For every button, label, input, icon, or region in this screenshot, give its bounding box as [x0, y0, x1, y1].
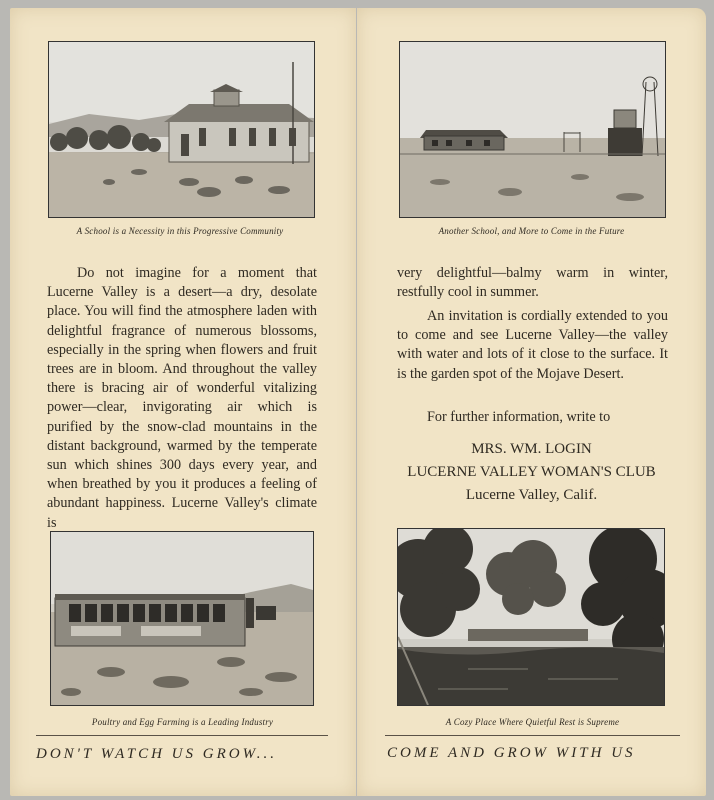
pond-photo-image [398, 529, 664, 705]
pond-photo [397, 528, 665, 706]
contact-city: Lucerne Valley, Calif. [465, 487, 598, 503]
poultry-photo-caption: Poultry and Egg Farming is a Leading Industry [91, 717, 274, 727]
continued-paragraph-text: very delightful—balmy warm in winter, restfully cool in summer. [397, 265, 668, 301]
poultry-farm-photo [50, 531, 314, 706]
right-slogan: COME AND GROW WITH US [387, 745, 636, 761]
invitation-paragraph [397, 307, 668, 384]
info-line-text: For further information, write to [427, 409, 611, 425]
right-panel [357, 8, 706, 796]
info-line [397, 408, 668, 427]
pond-photo-caption: A Cozy Place Where Quietful Rest is Supreme [445, 717, 620, 727]
second-school-photo-caption: Another School, and More to Come in the Future [438, 226, 625, 236]
second-school-photo-image [400, 42, 665, 217]
intro-paragraph [47, 264, 317, 533]
left-divider [36, 735, 328, 736]
continued-paragraph [397, 264, 668, 302]
second-school-photo [399, 41, 666, 218]
school-photo-image [49, 42, 314, 217]
contact-name: MRS. WM. LOGIN [471, 441, 592, 457]
invitation-paragraph-text: An invitation is cordially extended to you to come and see Lucerne Valley—the valley with water and lots of it close to the surface. It is the garden spot of the Mojave Desert. [397, 308, 668, 382]
right-divider [385, 735, 680, 736]
poultry-farm-photo-image [51, 532, 313, 705]
contact-organization: LUCERNE VALLEY WOMAN'S CLUB [407, 464, 656, 480]
school-photo-caption: A School is a Necessity in this Progressive Community [76, 226, 284, 236]
intro-paragraph-text: Do not imagine for a moment that Lucerne Valley is a desert—a dry, desolate place. You will find the atmosphere laden with delightful fragrance of numerous blossoms, especially in the spring when flowers and fruit trees are in bloom. And throughout the valley there is bracing air of wonderful vitalizing power—clear, invigorating air which is purified by the snow-clad mountains in the distant background, warmed by the temperate sun which shines 300 days every year, and when breathed by you it produces a feeling of abundant happiness. Lucerne Valley's climate is [47, 265, 317, 531]
left-panel [10, 8, 356, 796]
left-slogan: DON'T WATCH US GROW... [36, 746, 277, 762]
school-photo [48, 41, 315, 218]
contact-block [367, 438, 696, 507]
